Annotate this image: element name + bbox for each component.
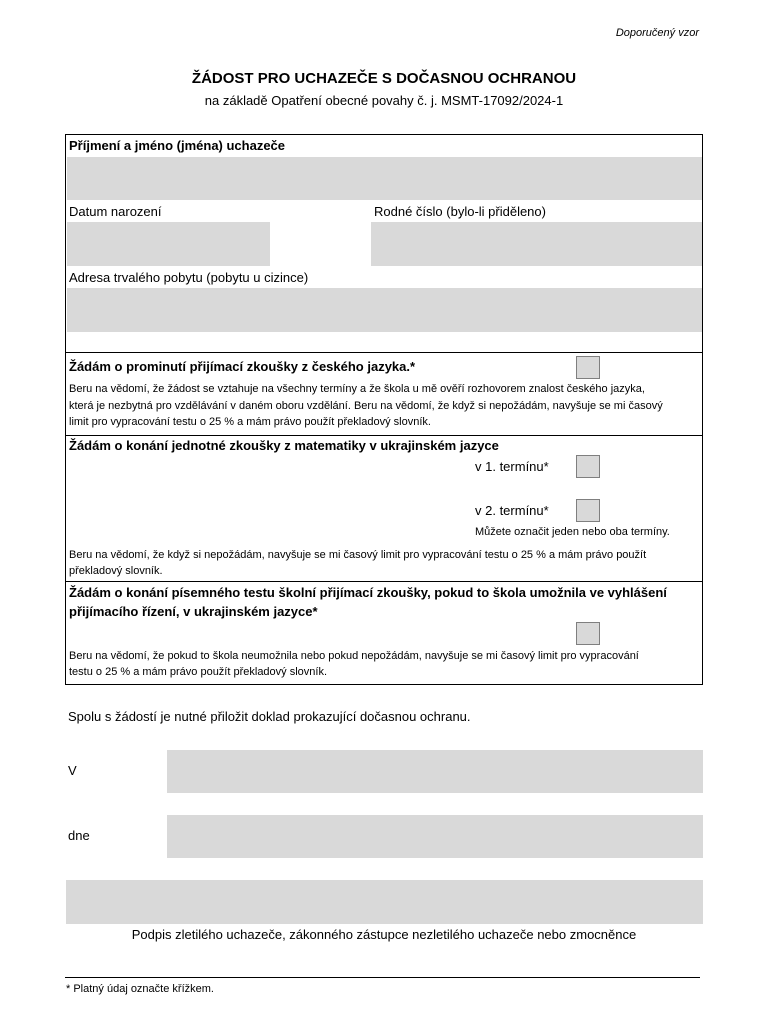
written-heading: přijímacího řízení, v ukrajinském jazyce* [69, 604, 318, 619]
written-text-line: Beru na vědomí, že pokud to škola neumožnila nebo pokud nepožádám, navyšuje se mi časový limit pro vypracování [69, 650, 639, 662]
term1-checkbox[interactable] [576, 455, 600, 478]
template-note: Doporučený vzor [615, 27, 699, 39]
written-text-line: testu o 25 % a mám právo použít překladový slovník. [69, 666, 328, 678]
birth-number-label: Rodné číslo (bylo-li přiděleno) [374, 204, 546, 219]
math-text-line: Beru na vědomí, že když si nepožádám, navyšuje se mi časový limit pro vypracování testu o 25 % a mám právo použít [69, 549, 647, 561]
birth-number-field[interactable] [371, 222, 702, 266]
term1-label: v 1. termínu* [475, 459, 549, 474]
name-field[interactable] [67, 157, 702, 200]
section-divider [65, 581, 703, 582]
term-hint: Můžete označit jeden nebo oba termíny. [475, 526, 670, 538]
footnote: * Platný údaj označte křížkem. [66, 983, 214, 995]
section-divider [65, 352, 703, 353]
address-label: Adresa trvalého pobytu (pobytu u cizince) [69, 270, 309, 285]
form-subtitle: na základě Opatření obecné povahy č. j. MSMT-17092/2024-1 [204, 93, 564, 108]
place-label: V [68, 763, 77, 778]
exemption-checkbox[interactable] [576, 356, 600, 379]
term2-checkbox[interactable] [576, 499, 600, 522]
math-text-line: překladový slovník. [69, 565, 163, 577]
date-label: dne [68, 828, 90, 843]
signature-label: Podpis zletilého uchazeče, zákonného zástupce nezletilého uchazeče nebo zmocněnce [131, 927, 637, 942]
written-checkbox[interactable] [576, 622, 600, 645]
footnote-separator [65, 977, 700, 978]
exemption-heading: Žádám o prominutí přijímací zkoušky z českého jazyka.* [69, 359, 416, 374]
section-divider [65, 435, 703, 436]
address-field[interactable] [67, 288, 702, 332]
attachment-note: Spolu s žádostí je nutné přiložit doklad prokazující dočasnou ochranu. [68, 709, 471, 724]
exemption-text-line: která je nezbytná pro vzdělávání v daném oboru vzdělání. Beru na vědomí, že když si nepožádám, navyšuje se mi časový [69, 400, 663, 412]
term2-label: v 2. termínu* [475, 503, 549, 518]
date-field[interactable] [167, 815, 703, 858]
math-heading: Žádám o konání jednotné zkoušky z matematiky v ukrajinském jazyce [69, 438, 499, 453]
name-label: Příjmení a jméno (jména) uchazeče [69, 138, 286, 153]
birth-date-label: Datum narození [69, 204, 162, 219]
exemption-text-line: Beru na vědomí, že žádost se vztahuje na všechny termíny a že škola u mě ověří rozhovorem znalost českého jazyka, [69, 383, 645, 395]
written-heading: Žádám o konání písemného testu školní přijímací zkoušky, pokud to škola umožnila ve vyhlášení [69, 585, 667, 600]
signature-field[interactable] [66, 880, 703, 924]
birth-date-field[interactable] [67, 222, 270, 266]
exemption-text-line: limit pro vypracování testu o 25 % a mám právo použít překladový slovník. [69, 416, 431, 428]
place-field[interactable] [167, 750, 703, 793]
form-title: ŽÁDOST PRO UCHAZEČE S DOČASNOU OCHRANOU [191, 70, 577, 87]
